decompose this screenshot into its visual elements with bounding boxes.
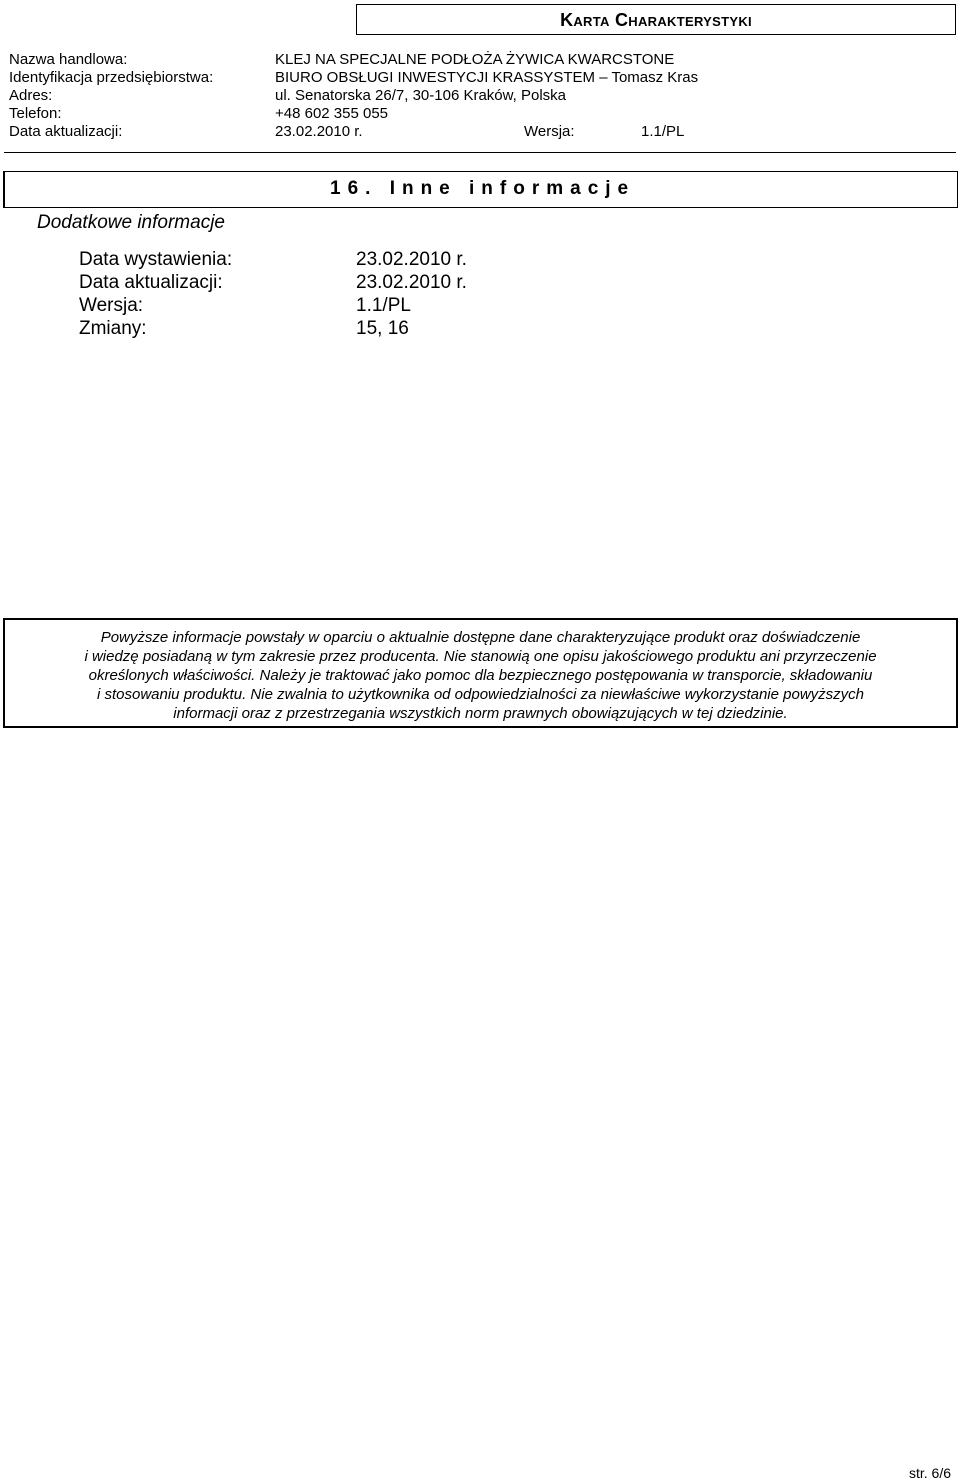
header-label-trade-name: Nazwa handlowa: xyxy=(9,51,128,68)
info-label-version: Wersja: xyxy=(79,295,144,316)
header-divider xyxy=(4,152,956,153)
document-title: Karta Charakterystyki xyxy=(560,10,752,30)
section-title: 16. Inne informacje xyxy=(330,178,636,199)
page-number: str. 6/6 xyxy=(908,1465,951,1481)
header-value-update-date: 23.02.2010 r. xyxy=(275,123,363,140)
info-value-version: 1.1/PL xyxy=(356,295,411,316)
header-label-version: Wersja: xyxy=(524,123,575,140)
header-value-company: BIURO OBSŁUGI INWESTYCJI KRASSYSTEM – Tomasz Kras xyxy=(275,69,699,86)
header-value-phone: +48 602 355 055 xyxy=(275,105,389,122)
info-label-issue-date: Data wystawienia: xyxy=(79,249,233,270)
disclaimer-line: i wiedzę posiadaną w tym zakresie przez producenta. Nie stanowią one opisu jakościowego produktu ani przyrzeczenie xyxy=(84,648,877,665)
info-value-issue-date: 23.02.2010 r. xyxy=(356,249,467,270)
header-value-version: 1.1/PL xyxy=(641,123,685,140)
info-value-update-date: 23.02.2010 r. xyxy=(356,272,467,293)
header-label-address: Adres: xyxy=(9,87,53,104)
info-label-changes: Zmiany: xyxy=(79,318,147,339)
header-label-update-date: Data aktualizacji: xyxy=(9,123,123,140)
disclaimer-line: i stosowaniu produktu. Nie zwalnia to użytkownika od odpowiedzialności za niewłaściwe wykorzystanie powyższych xyxy=(96,686,865,703)
header-label-company: Identyfikacja przedsiębiorstwa: xyxy=(9,69,214,86)
disclaimer-box xyxy=(3,618,958,728)
info-value-changes: 15, 16 xyxy=(356,318,409,339)
section-subtitle: Dodatkowe informacje xyxy=(37,212,225,233)
disclaimer-line: Powyższe informacje powstały w oparciu o aktualnie dostępne dane charakteryzujące produkt oraz doświadczenie xyxy=(100,629,861,646)
document-title-box xyxy=(356,4,956,35)
header-value-address: ul. Senatorska 26/7, 30-106 Kraków, Polska xyxy=(275,87,567,104)
disclaimer-text xyxy=(5,628,956,723)
header-value-trade-name: KLEJ NA SPECJALNE PODŁOŻA ŻYWICA KWARCSTONE xyxy=(275,51,675,68)
disclaimer-line: określonych właściwości. Należy je traktować jako pomoc dla bezpiecznego postępowania w transporcie, składowaniu xyxy=(88,667,873,684)
info-label-update-date: Data aktualizacji: xyxy=(79,272,223,293)
header-label-phone: Telefon: xyxy=(9,105,62,122)
disclaimer-line: informacji oraz z przestrzegania wszystkich norm prawnych obowiązujących w tej dziedzinie. xyxy=(173,705,788,722)
